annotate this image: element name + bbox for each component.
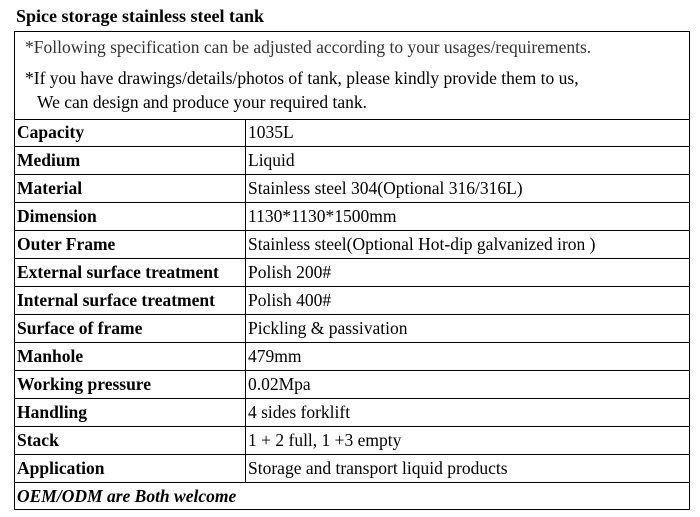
- note-drawings: *If you have drawings/details/photos of tank, please kindly provide them to us,: [25, 68, 579, 88]
- spec-value: 1035L: [248, 122, 294, 142]
- spec-label: Capacity: [15, 119, 246, 147]
- spec-label: Surface of frame: [15, 315, 246, 343]
- oem-odm-note: OEM/ODM are Both welcome: [15, 483, 689, 511]
- spec-value: Pickling & passivation: [246, 315, 690, 343]
- spec-label: Working pressure: [15, 371, 246, 399]
- spec-label: Manhole: [15, 343, 246, 371]
- spec-label: Application: [15, 455, 246, 483]
- spec-label: External surface treatment: [15, 259, 246, 287]
- table-row: [15, 175, 689, 203]
- table-row: [15, 203, 689, 231]
- table-row: [15, 259, 689, 287]
- spec-label: Outer Frame: [15, 231, 246, 259]
- spec-value: Stainless steel 304(Optional 316/316L): [246, 175, 690, 203]
- table-row: [15, 119, 689, 147]
- spec-value: Stainless steel(Optional Hot-dip galvanized iron ): [246, 231, 690, 259]
- note-customization: *Following specification can be adjusted according to your usages/requirements.: [25, 37, 592, 57]
- table-row: [15, 371, 689, 399]
- spec-label: Handling: [15, 399, 246, 427]
- footer-row: [15, 483, 689, 511]
- spec-sheet: [14, 31, 690, 510]
- note-design: We can design and produce your required tank.: [37, 92, 367, 112]
- spec-value: Liquid: [246, 147, 690, 175]
- spec-value: Polish 200#: [246, 259, 690, 287]
- spec-label: Internal surface treatment: [15, 287, 246, 315]
- table-row: [15, 343, 689, 371]
- spec-value: 479mm: [246, 343, 690, 371]
- table-row: [15, 147, 689, 175]
- spec-label: Material: [15, 175, 246, 203]
- spec-value: 0.02Mpa: [246, 371, 690, 399]
- table-row: [15, 399, 689, 427]
- table-row: [15, 315, 689, 343]
- page-title: Spice storage stainless steel tank: [16, 6, 264, 26]
- table-row: [15, 455, 689, 483]
- table-row: [15, 287, 689, 315]
- spec-value: Storage and transport liquid products: [246, 455, 690, 483]
- table-row: [15, 427, 689, 455]
- spec-value: 1130*1130*1500mm: [246, 203, 690, 231]
- spec-label: Dimension: [15, 203, 246, 231]
- notes-block: [15, 32, 689, 120]
- spec-label: Medium: [15, 147, 246, 175]
- spec-value: Polish 400#: [246, 287, 690, 315]
- table-row: [15, 231, 689, 259]
- spec-label: Stack: [15, 427, 246, 455]
- spec-table: [15, 119, 689, 510]
- spec-value: 4 sides forklift: [246, 399, 690, 427]
- spec-value: 1 + 2 full, 1 +3 empty: [246, 427, 690, 455]
